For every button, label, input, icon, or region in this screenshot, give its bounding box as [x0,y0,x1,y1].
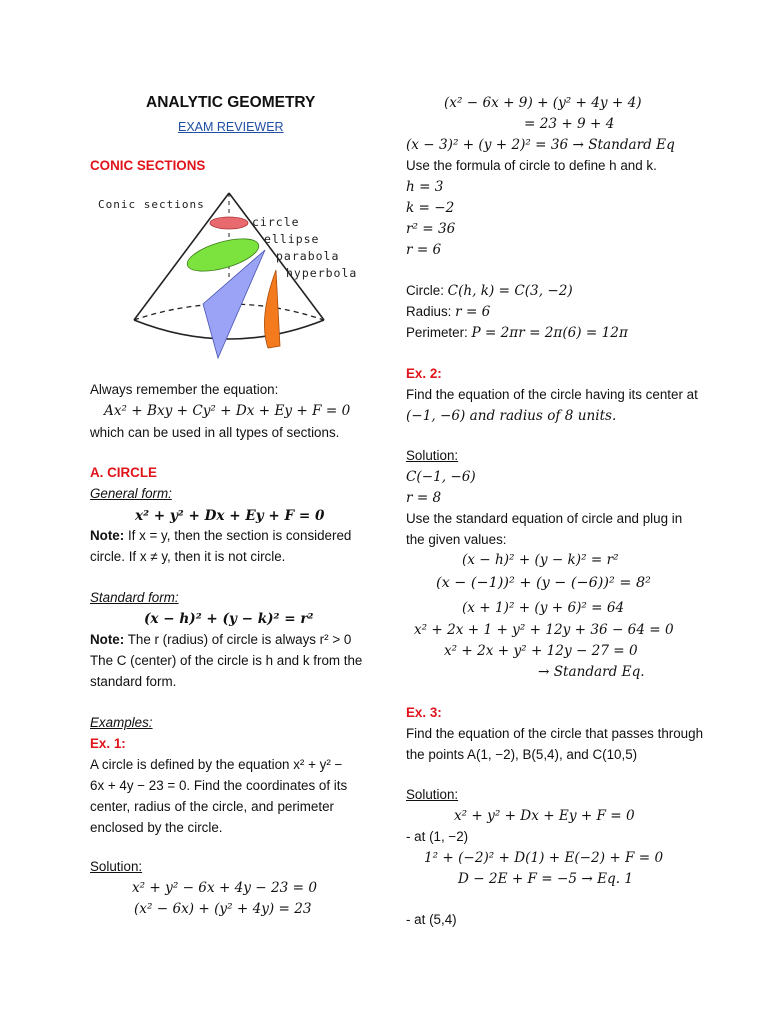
circle-general-equation: x² + y² + Dx + Ey + F = 0 [135,508,325,524]
formula-note: Use the formula of circle to define h and k. [406,158,657,173]
note-text: The r (radius) of circle is always r² > 0 [124,632,352,647]
figure-title: Conic sections [98,198,205,211]
solution-label: Solution: [406,448,459,463]
label-circle: circle [252,215,300,229]
ex3-step: - at (5,4) [406,912,457,927]
note-1-line-1 [90,526,351,546]
ex1-solution-step: x² + y² − 6x + 4y − 23 = 0 [132,880,317,896]
perimeter-result-label: Perimeter: [406,325,472,340]
general-conic-equation: Ax² + Bxy + Cy² + Dx + Ey + F = 0 [104,403,351,419]
ex2-note-line: Use the standard equation of circle and plug in [406,511,683,526]
conic-sections-figure [90,188,380,366]
ex2-step: (x + 1)² + (y + 6)² = 64 [462,600,625,616]
conic-sections-heading: CONIC SECTIONS [90,158,206,173]
perimeter-result [406,323,628,343]
value-k: k = −2 [406,200,455,216]
solution-label: Solution: [90,859,143,874]
ex1-text-line: enclosed by the circle. [90,820,223,835]
label-hyperbola: hyperbola [286,266,358,280]
note-text: If x = y, then the section is considered [124,528,352,543]
page-subtitle-link[interactable]: EXAM REVIEWER [178,120,284,134]
ex3-step: x² + y² + Dx + Ey + F = 0 [454,808,635,824]
ex3-text-line: the points A(1, −2), B(5,4), and C(10,5) [406,747,638,762]
ex1-standard-equation: (x − 3)² + (y + 2)² = 36 → Standard Eq [406,137,675,153]
circle-result-value: C(h, k) = C(3, −2) [447,283,573,299]
ex1-text-line: 6x + 4y − 23 = 0. Find the coordinates of its [90,778,348,793]
note-1-line-2: circle. If x ≠ y, then it is not circle. [90,549,286,564]
ex3-heading: Ex. 3: [406,705,442,720]
ex1-solution-step: (x² − 6x) + (y² + 4y) = 23 [134,901,312,917]
note-label: Note: [90,528,125,543]
solution-label: Solution: [406,787,459,802]
value-r: r = 6 [406,242,442,258]
circle-result-label: Circle: [406,283,448,298]
radius-result-label: Radius: [406,304,456,319]
note-label: Note: [90,632,125,647]
ex2-given-center: C(−1, −6) [406,469,476,485]
note-3-line-1: The C (center) of the circle is h and k from the [90,653,363,668]
circle-result [406,281,573,301]
ex2-step: (x − h)² + (y − k)² = r² [462,552,619,568]
page-title: ANALYTIC GEOMETRY [146,94,316,111]
ex2-text-line: Find the equation of the circle having its center at [406,387,698,402]
ex1-text-line: center, radius of the circle, and perimeter [90,799,334,814]
intro-line-2: which can be used in all types of sections. [90,425,340,440]
ex2-step: x² + 2x + y² + 12y − 27 = 0 [444,643,638,659]
standard-form-label: Standard form: [90,590,179,605]
value-h: h = 3 [406,179,444,195]
note-2 [90,630,351,650]
ex1-continued-step: = 23 + 9 + 4 [524,116,615,132]
label-ellipse: ellipse [264,232,320,246]
circle-heading: A. CIRCLE [90,465,157,480]
ex1-text-line: A circle is defined by the equation x² + y² − [90,757,343,772]
ex2-heading: Ex. 2: [406,366,442,381]
ex2-step: (x − (−1))² + (y − (−6))² = 8² [436,575,651,591]
value-r-squared: r² = 36 [406,221,456,237]
examples-label: Examples: [90,715,153,730]
ex2-note-line: the given values: [406,532,507,547]
circle-section-shape [210,217,248,229]
ex2-text-line: (−1, −6) and radius of 8 units. [406,408,617,424]
note-3-line-2: standard form. [90,674,177,689]
radius-result [406,302,490,322]
ex3-step: D − 2E + F = −5 → Eq. 1 [458,871,633,887]
ex3-step: - at (1, −2) [406,829,469,844]
circle-standard-equation: (x − h)² + (y − k)² = r² [144,611,314,627]
radius-result-value: r = 6 [455,304,491,320]
ex2-given-radius: r = 8 [406,490,442,506]
ex3-text-line: Find the equation of the circle that passes through [406,726,704,741]
intro-line: Always remember the equation: [90,382,279,397]
ex2-step: → Standard Eq. [538,664,645,680]
general-form-label: General form: [90,486,172,501]
ex3-step: 1² + (−2)² + D(1) + E(−2) + F = 0 [424,850,664,866]
ex1-continued-step: (x² − 6x + 9) + (y² + 4y + 4) [444,95,642,111]
ex2-step: x² + 2x + 1 + y² + 12y + 36 − 64 = 0 [414,622,674,638]
ex1-heading: Ex. 1: [90,736,126,751]
label-parabola: parabola [276,249,340,263]
hyperbola-section-shape [264,270,280,348]
perimeter-result-value: P = 2πr = 2π(6) = 12π [471,325,628,341]
